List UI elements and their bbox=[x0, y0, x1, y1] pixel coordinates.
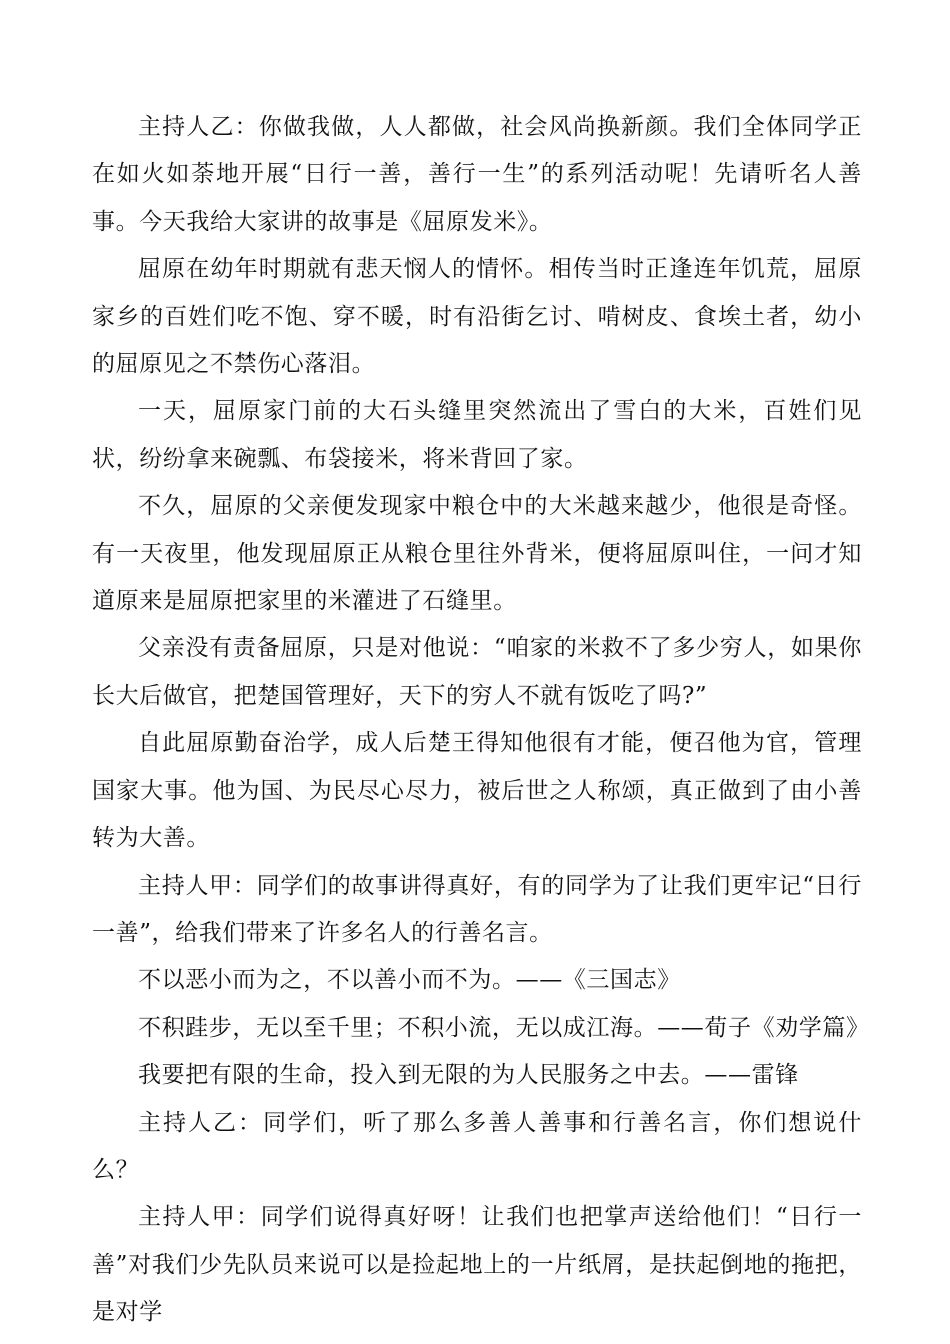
paragraph-father-discovers: 不久，屈原的父亲便发现家中粮仓中的大米越来越少，他很是奇怪。有一天夜里，他发现屈原正从粮仓里往外背米，便将屈原叫住，一问才知道原来是屈原把家里的米灌进了石缝里。 bbox=[92, 493, 862, 615]
paragraph-quyuan-childhood: 屈原在幼年时期就有悲天悯人的情怀。相传当时正逢连年饥荒，屈原家乡的百姓们吃不饱、穿不暖，时有沿街乞讨、啃树皮、食埃土者，幼小的屈原见之不禁伤心落泪。 bbox=[92, 256, 862, 378]
quote-leifeng: 我要把有限的生命，投入到无限的为人民服务之中去。——雷锋 bbox=[138, 1062, 799, 1089]
quote-sanguozhi: 不以恶小而为之，不以善小而不为。——《三国志》 bbox=[138, 967, 681, 994]
paragraph-host-yi-question: 主持人乙：同学们，听了那么多善人善事和行善名言，你们想说什么？ bbox=[92, 1109, 862, 1183]
paragraph-rice-from-stone: 一天，屈原家门前的大石头缝里突然流出了雪白的大米，百姓们见状，纷纷拿来碗瓢、布袋接米，将米背回了家。 bbox=[92, 398, 862, 472]
quote-xunzi: 不积跬步，无以至千里；不积小流，无以成江海。——荀子《劝学篇》 bbox=[138, 1014, 870, 1041]
document-body bbox=[92, 104, 870, 1337]
paragraph-host-yi-intro: 主持人乙：你做我做，人人都做，社会风尚换新颜。我们全体同学正在如火如荼地开展“日行一善，善行一生”的系列活动呢！先请听名人善事。今天我给大家讲的故事是《屈原发米》。 bbox=[92, 114, 862, 235]
paragraph-host-jia-closing: 主持人甲：同学们说得真好呀！让我们也把掌声送给他们！“日行一善”对我们少先队员来说可以是捡起地上的一片纸屑，是扶起倒地的拖把，是对学 bbox=[92, 1204, 862, 1326]
paragraph-father-speaks: 父亲没有责备屈原，只是对他说：“咱家的米救不了多少穷人，如果你长大后做官，把楚国管理好，天下的穷人不就有饭吃了吗?” bbox=[92, 635, 862, 709]
paragraph-host-jia-quotes: 主持人甲：同学们的故事讲得真好，有的同学为了让我们更牢记“日行一善”，给我们带来了许多名人的行善名言。 bbox=[92, 872, 862, 946]
paragraph-quyuan-becomes-official: 自此屈原勤奋治学，成人后楚王得知他很有才能，便召他为官，管理国家大事。他为国、为民尽心尽力，被后世之人称颂，真正做到了由小善转为大善。 bbox=[92, 730, 862, 852]
